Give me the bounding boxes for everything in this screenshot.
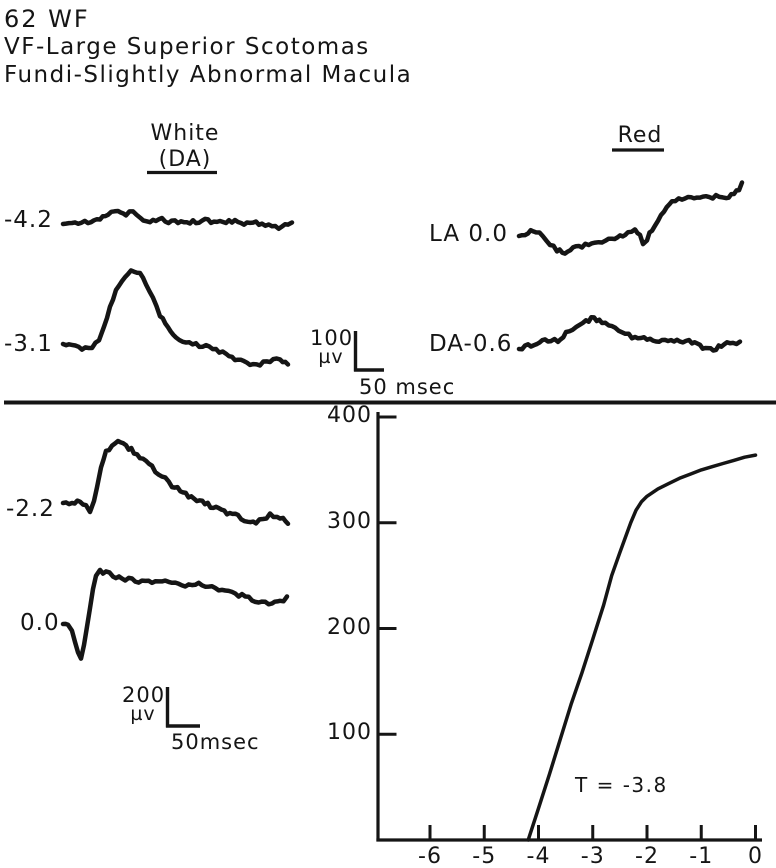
fundi-line: Fundi-Slightly Abnormal Macula [4,62,413,88]
waveform-white-da-4.2 [63,211,292,229]
trace-label-red-la0.0: LA 0.0 [429,221,508,247]
trace-label-white-minus3.1: -3.1 [4,331,53,357]
y-tick-label-300: 300 [327,508,372,534]
x-tick-label-0: 0 [748,844,763,868]
x-tick-label--2: -2 [635,844,659,868]
visual-field-line: VF-Large Superior Scotomas [4,34,370,60]
top-scalebar-unit: µv [318,346,344,368]
y-tick-label-400: 400 [327,403,372,428]
top-scalebar-amplitude: 100 [310,326,354,350]
column-title-white [130,121,240,173]
column-title-white-stimulus: White [150,121,220,146]
waveform-white-da-3.1 [63,270,288,365]
waveform-red-la-0.0 [519,183,742,254]
trace-label-red-da-0.6: DA-0.6 [429,331,513,357]
trace-label-bottom-minus2.2: -2.2 [6,496,55,522]
x-tick-label--3: -3 [580,844,605,868]
x-tick-label--5: -5 [472,844,497,868]
bottom-scalebar-amplitude: 200 [122,683,166,707]
x-tick-label--1: -1 [689,844,714,868]
waveform-bottom-2.2 [63,441,288,524]
waveform-red-da-0.6 [519,317,740,350]
top-scalebar-time: 50 msec [359,375,456,399]
x-tick-label--6: -6 [418,844,442,868]
column-title-red: Red [617,123,663,148]
threshold-annotation: T = -3.8 [575,773,668,797]
trace-label-white-minus4.2: -4.2 [4,207,53,233]
y-tick-label-100: 100 [327,720,372,746]
trace-label-bottom-0.0: 0.0 [20,610,60,636]
bottom-scalebar-time: 50msec [171,730,260,754]
column-title-white-condition: (DA) [158,147,212,172]
waveform-bottom-0.0 [63,570,287,659]
y-tick-label-200: 200 [327,614,372,640]
x-tick-label--4: -4 [526,844,551,868]
bottom-scalebar-unit: µv [130,703,156,725]
patient-id-line: 62 WF [4,5,90,33]
